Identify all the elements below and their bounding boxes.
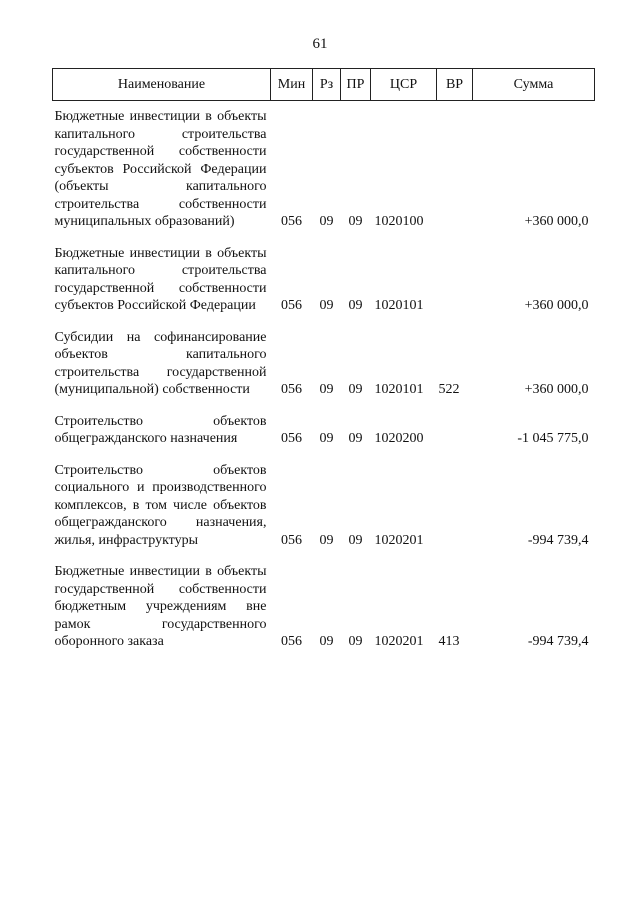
row-pr: 09 bbox=[348, 634, 363, 649]
header-name: Наименование bbox=[53, 69, 271, 101]
table-row bbox=[53, 322, 595, 406]
row-rz: 09 bbox=[319, 382, 334, 397]
header-vr: ВР bbox=[437, 69, 473, 101]
table-row bbox=[53, 455, 595, 557]
row-sum: +360 000,0 bbox=[524, 382, 589, 397]
row-csr: 1020201 bbox=[374, 532, 424, 548]
row-name: Бюджетные инвестиции в объекты капитального строительства государственной собственности субъектов Российской Федерации bbox=[54, 245, 267, 313]
budget-table bbox=[52, 68, 595, 658]
row-name: Бюджетные инвестиции в объекты капитального строительства государственной собственности субъектов Российской Федерации (объекты капитального строительства собственности муниципальных образований) bbox=[54, 109, 267, 229]
table-row bbox=[53, 556, 595, 658]
row-sum: +360 000,0 bbox=[524, 298, 589, 313]
row-csr: 1020201 bbox=[374, 634, 424, 649]
table-body bbox=[53, 101, 595, 658]
row-csr: 1020101 bbox=[374, 298, 424, 313]
table-row bbox=[53, 238, 595, 322]
row-name: Бюджетные инвестиции в объекты государственной собственности бюджетным учреждениям вне рамок государственного оборонного заказа bbox=[54, 564, 267, 649]
row-min: 056 bbox=[281, 298, 302, 313]
row-min: 056 bbox=[281, 634, 302, 649]
row-rz: 09 bbox=[319, 431, 334, 446]
row-rz: 09 bbox=[319, 298, 334, 313]
row-vr: 413 bbox=[438, 634, 460, 649]
row-pr: 09 bbox=[348, 431, 363, 446]
row-rz: 09 bbox=[319, 532, 334, 548]
header-min: Мин bbox=[271, 69, 313, 101]
header-row bbox=[53, 69, 595, 101]
header-pr: ПР bbox=[341, 69, 371, 101]
row-vr bbox=[437, 455, 473, 557]
table-header bbox=[53, 69, 595, 101]
row-min: 056 bbox=[281, 532, 302, 548]
row-name: Строительство объектов общегражданского назначения bbox=[54, 413, 267, 446]
header-sum: Сумма bbox=[473, 69, 595, 101]
row-min: 056 bbox=[281, 431, 302, 446]
table-row bbox=[53, 101, 595, 238]
row-csr: 1020200 bbox=[374, 431, 424, 446]
row-min: 056 bbox=[281, 382, 302, 397]
table-row bbox=[53, 406, 595, 455]
row-name: Субсидии на софинансирование объектов капитального строительства государственной (муниципальной) собственности bbox=[54, 329, 267, 397]
row-pr: 09 bbox=[348, 382, 363, 397]
row-sum: -994 739,4 bbox=[527, 634, 589, 649]
row-pr: 09 bbox=[348, 214, 363, 229]
row-pr: 09 bbox=[348, 532, 363, 548]
row-csr: 1020100 bbox=[374, 214, 424, 229]
row-vr bbox=[437, 238, 473, 322]
header-csr: ЦСР bbox=[371, 69, 437, 101]
row-min: 056 bbox=[281, 214, 302, 229]
row-sum: +360 000,0 bbox=[524, 214, 589, 229]
page-number: 61 bbox=[312, 36, 328, 52]
row-name: Строительство объектов социального и производственного комплексов, в том числе объектов общегражданского назначения, жилья, инфраструктуры bbox=[54, 462, 267, 548]
row-sum: -994 739,4 bbox=[527, 532, 589, 548]
row-sum: -1 045 775,0 bbox=[517, 431, 589, 446]
row-csr: 1020101 bbox=[374, 382, 424, 397]
row-rz: 09 bbox=[319, 214, 334, 229]
row-vr bbox=[437, 406, 473, 455]
row-rz: 09 bbox=[319, 634, 334, 649]
row-vr: 522 bbox=[438, 382, 460, 397]
header-rz: Рз bbox=[313, 69, 341, 101]
row-vr bbox=[437, 101, 473, 238]
row-pr: 09 bbox=[348, 298, 363, 313]
